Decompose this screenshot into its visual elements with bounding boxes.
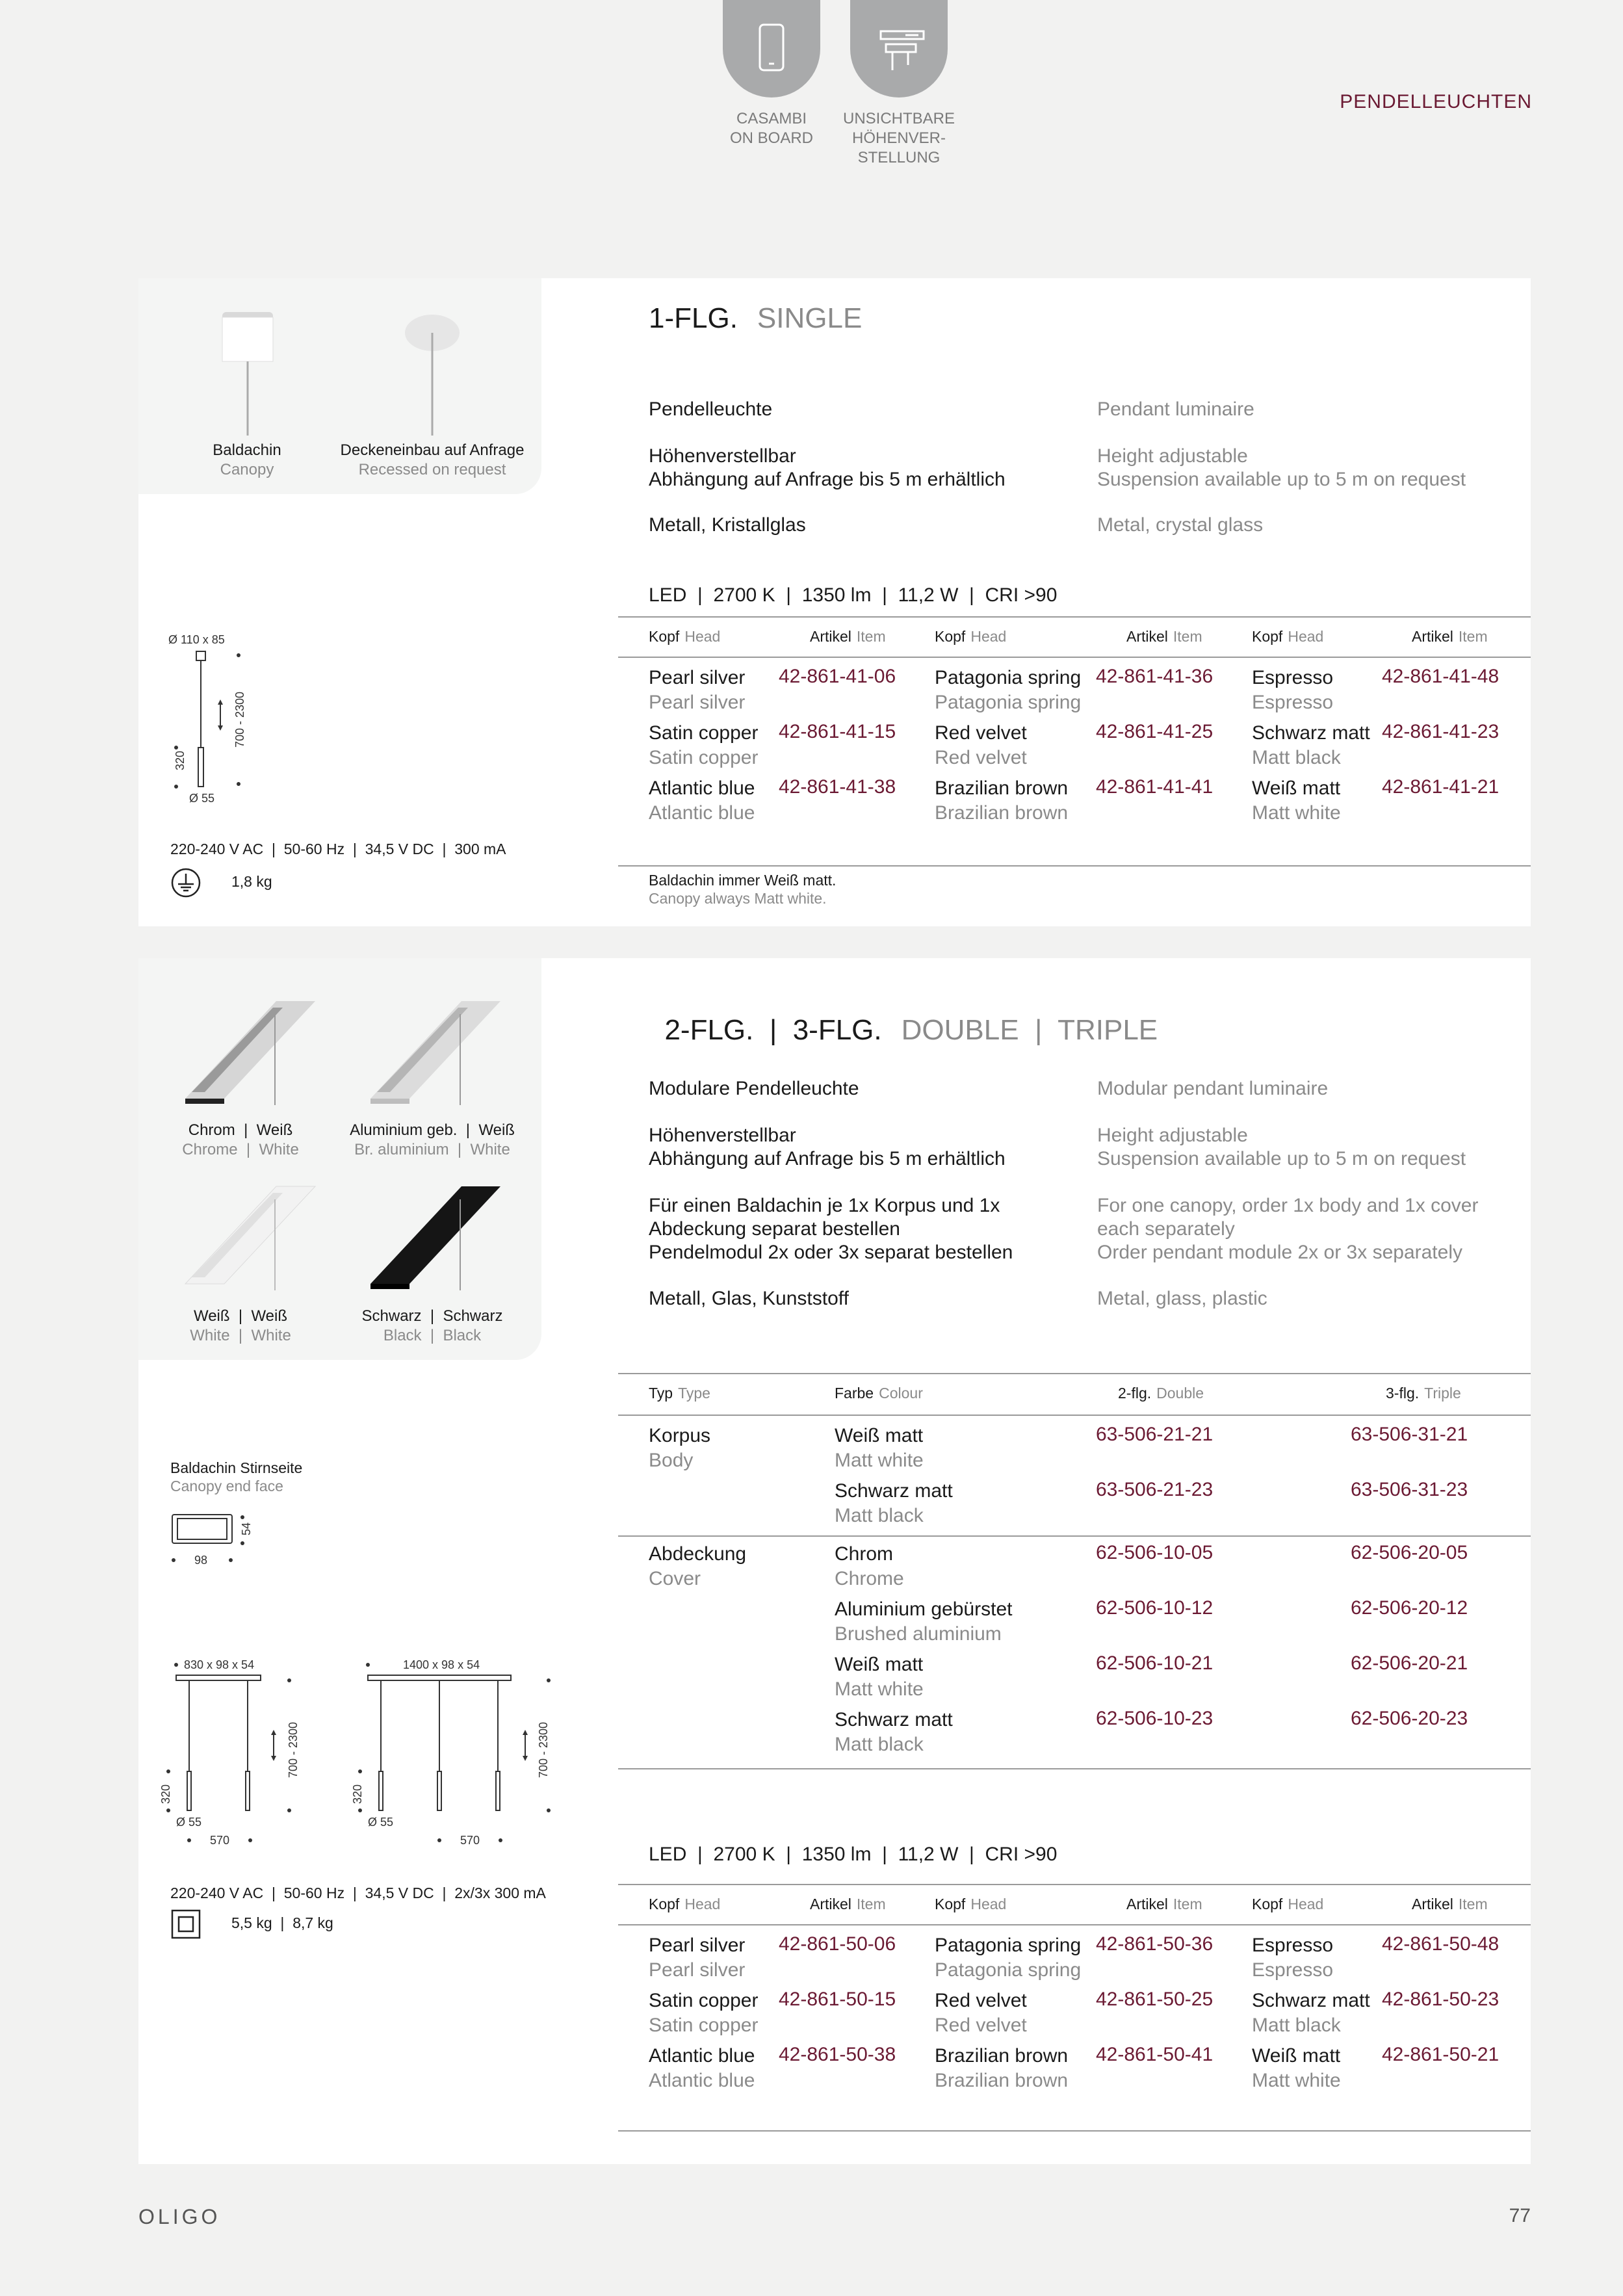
- single-led-spec: LED | 2700 K | 1350 lm | 11,2 W | CRI >90: [649, 584, 1058, 606]
- item-code: 42-861-50-23: [1382, 1989, 1500, 2010]
- item-code: 62-506-20-12: [1351, 1597, 1468, 1619]
- height-adjust-tab: [850, 0, 948, 98]
- multi-desc-de-0: Modulare Pendelleuchte: [649, 1078, 859, 1099]
- multi-weight: 5,5 kg | 8,7 kg: [231, 1914, 333, 1931]
- item-code: 42-861-50-48: [1382, 1933, 1500, 1955]
- item-code: 42-861-50-38: [779, 2044, 896, 2065]
- brand-logo: OLIGO: [138, 2205, 221, 2228]
- recessed-image: [370, 306, 500, 436]
- colour: Schwarz matt Matt black: [835, 1709, 953, 1755]
- head-color: Satin copper Satin copper: [649, 1990, 759, 2036]
- item-code: 42-861-41-38: [779, 776, 896, 798]
- item-code: 42-861-41-23: [1382, 721, 1500, 742]
- head-color: Patagonia spring Patagonia spring: [935, 667, 1082, 713]
- single-desc-de-0: Pendelleuchte: [649, 398, 773, 420]
- divider: [618, 1768, 1531, 1769]
- divider: [618, 657, 1531, 658]
- multi-title: 2-FLG. | 3-FLG. DOUBLE | TRIPLE: [664, 1014, 1158, 1046]
- colour: Schwarz matt Matt black: [835, 1480, 953, 1526]
- multi-led-spec: LED | 2700 K | 1350 lm | 11,2 W | CRI >90: [649, 1844, 1058, 1865]
- head-color: Schwarz matt Matt black: [1252, 722, 1370, 768]
- white-caption: Weiß | Weiß White | White: [190, 1307, 291, 1344]
- head-color: Red velvet Red velvet: [935, 1990, 1027, 2036]
- canopy-end-h: 54: [240, 1522, 253, 1535]
- divider: [618, 2130, 1531, 2132]
- double-size-dim: 830 x 98 x 54: [184, 1658, 255, 1671]
- canopy-dim: Ø 110 x 85: [168, 633, 225, 646]
- triple-technical-drawing: [351, 1654, 559, 1849]
- multi-desc-de-2: Für einen Baldachin je 1x Korpus und 1x Abdeckung separat bestellen Pendelmodul 2x oder 3x separat bestellen: [649, 1195, 1013, 1263]
- head-color: Weiß matt Matt white: [1252, 2045, 1341, 2091]
- artikel-header-2: Artikel Item: [1126, 628, 1202, 645]
- item-code: 63-506-31-21: [1351, 1424, 1468, 1445]
- item-code: 42-861-41-25: [1096, 721, 1214, 742]
- item-code: 62-506-20-21: [1351, 1652, 1468, 1674]
- item-code: 42-861-50-06: [779, 1933, 896, 1955]
- head-color: Atlantic blue Atlantic blue: [649, 777, 755, 824]
- kopf-header-3: Kopf Head: [1252, 1896, 1324, 1912]
- farbe-header: Farbe Colour: [835, 1385, 923, 1402]
- item-code: 42-861-41-36: [1096, 666, 1214, 687]
- item-code: 62-506-10-05: [1096, 1542, 1214, 1563]
- item-code: 62-506-10-23: [1096, 1708, 1214, 1729]
- type-abdeckung: Abdeckung Cover: [649, 1543, 747, 1589]
- single-desc-de-1: Höhenverstellbar Abhängung auf Anfrage bis 5 m erhältlich: [649, 445, 1006, 490]
- head-color: Pearl silver Pearl silver: [649, 1935, 746, 1981]
- casambi-label: CASAMBI ON BOARD: [729, 110, 813, 147]
- item-code: 42-861-50-15: [779, 1989, 896, 2010]
- black-caption: Schwarz | Schwarz Black | Black: [361, 1307, 503, 1344]
- colour: Weiß matt Matt white: [835, 1654, 924, 1700]
- head-len-dim: 320: [174, 750, 187, 770]
- item-code: 62-506-10-21: [1096, 1652, 1214, 1674]
- typ-header: Typ Type: [649, 1385, 710, 1402]
- item-code: 42-861-41-06: [779, 666, 896, 687]
- divider: [618, 1415, 1531, 1416]
- item-code: 42-861-41-41: [1096, 776, 1214, 798]
- double-header: 2-flg. Double: [1118, 1385, 1204, 1402]
- artikel-header-3: Artikel Item: [1412, 628, 1488, 645]
- canopy-caption: Baldachin Canopy: [213, 441, 281, 478]
- single-desc-en-2: Metal, crystal glass: [1097, 514, 1264, 536]
- single-weight: 1,8 kg: [231, 873, 272, 890]
- head-color: Brazilian brown Brazilian brown: [935, 2045, 1069, 2091]
- double-head-dia-dim: Ø 55: [176, 1816, 202, 1829]
- double-technical-drawing: [159, 1654, 315, 1849]
- recessed-caption: Deckeneinbau auf Anfrage Recessed on request: [340, 441, 525, 478]
- height-dim: 700 - 2300: [233, 691, 246, 748]
- item-code: 42-861-41-21: [1382, 776, 1500, 798]
- kopf-header-1: Kopf Head: [649, 1896, 721, 1912]
- divider: [618, 1535, 1531, 1537]
- single-technical-drawing: [166, 631, 270, 806]
- kopf-header-2: Kopf Head: [935, 628, 1007, 645]
- canopy-end-w: 98: [194, 1554, 208, 1567]
- multi-desc-de-3: Metall, Glas, Kunststoff: [649, 1288, 849, 1309]
- head-color: Espresso Espresso: [1252, 667, 1334, 713]
- colour: Chrom Chrome: [835, 1543, 904, 1589]
- item-code: 62-506-20-05: [1351, 1542, 1468, 1563]
- item-code: 42-861-41-15: [779, 721, 896, 742]
- double-spacing-dim: 570: [210, 1834, 230, 1847]
- white-finish-image: [179, 1173, 328, 1290]
- divider: [618, 865, 1531, 867]
- divider: [618, 1884, 1531, 1885]
- height-adjust-label: UNSICHTBARE HÖHENVER- STELLUNG: [842, 110, 955, 166]
- multi-desc-en-3: Metal, glass, plastic: [1097, 1288, 1267, 1309]
- head-color: Atlantic blue Atlantic blue: [649, 2045, 755, 2091]
- height-adjust-icon: [879, 20, 925, 78]
- head-color: Red velvet Red velvet: [935, 722, 1027, 768]
- item-code: 62-506-20-23: [1351, 1708, 1468, 1729]
- earth-class-icon: [170, 867, 201, 898]
- colour: Weiß matt Matt white: [835, 1425, 924, 1471]
- head-dia-dim: Ø 55: [189, 792, 215, 805]
- multi-desc-en-1: Height adjustable Suspension available up to 5 m on request: [1097, 1125, 1466, 1169]
- item-code: 63-506-31-23: [1351, 1479, 1468, 1500]
- protection-class-icon: [170, 1909, 201, 1940]
- single-title: 1-FLG. SINGLE: [649, 302, 863, 334]
- triple-header: 3-flg. Triple: [1386, 1385, 1461, 1402]
- triple-spacing-dim: 570: [460, 1834, 480, 1847]
- multi-electrical: 220-240 V AC | 50-60 Hz | 34,5 V DC | 2x/3x 300 mA: [170, 1885, 546, 1901]
- single-desc-de-2: Metall, Kristallglas: [649, 514, 806, 536]
- aluminium-caption: Aluminium geb. | Weiß Br. aluminium | White: [350, 1121, 515, 1158]
- section-tag: PENDELLEUCHTEN: [1340, 91, 1532, 112]
- chrome-finish-image: [179, 988, 328, 1105]
- item-code: 42-861-50-25: [1096, 1989, 1214, 2010]
- item-code: 42-861-50-41: [1096, 2044, 1214, 2065]
- triple-height-dim: 700 - 2300: [537, 1721, 550, 1778]
- canopy-end-face-label: Baldachin Stirnseite Canopy end face: [170, 1459, 303, 1494]
- page-number: 77: [1509, 2205, 1531, 2226]
- multi-desc-de-1: Höhenverstellbar Abhängung auf Anfrage bis 5 m erhältlich: [649, 1125, 1006, 1169]
- aluminium-finish-image: [364, 988, 513, 1105]
- head-color: Patagonia spring Patagonia spring: [935, 1935, 1082, 1981]
- item-code: 63-506-21-23: [1096, 1479, 1214, 1500]
- casambi-tab: [723, 0, 820, 98]
- black-finish-image: [364, 1173, 513, 1290]
- divider: [618, 1924, 1531, 1925]
- smartphone-icon: [752, 20, 791, 78]
- triple-head-dia-dim: Ø 55: [368, 1816, 394, 1829]
- double-height-dim: 700 - 2300: [287, 1721, 300, 1778]
- item-code: 63-506-21-21: [1096, 1424, 1214, 1445]
- single-electrical: 220-240 V AC | 50-60 Hz | 34,5 V DC | 300 mA: [170, 841, 506, 857]
- head-color: Espresso Espresso: [1252, 1935, 1334, 1981]
- divider: [618, 616, 1531, 618]
- kopf-header-1: Kopf Head: [649, 628, 721, 645]
- head-color: Schwarz matt Matt black: [1252, 1990, 1370, 2036]
- colour: Aluminium gebürstet Brushed aluminium: [835, 1598, 1013, 1645]
- artikel-header-1: Artikel Item: [810, 1896, 886, 1912]
- artikel-header-3: Artikel Item: [1412, 1896, 1488, 1912]
- canopy-end-drawing: [166, 1508, 270, 1567]
- multi-desc-en-2: For one canopy, order 1x body and 1x cover each separately Order pendant module 2x or 3x separately: [1097, 1195, 1479, 1263]
- triple-head-len-dim: 320: [351, 1784, 364, 1804]
- type-korpus: Korpus Body: [649, 1425, 711, 1471]
- item-code: 42-861-41-48: [1382, 666, 1500, 687]
- canopy-note: Baldachin immer Weiß matt. Canopy always Matt white.: [649, 872, 837, 907]
- double-head-len-dim: 320: [159, 1784, 172, 1804]
- head-color: Pearl silver Pearl silver: [649, 667, 746, 713]
- artikel-header-1: Artikel Item: [810, 628, 886, 645]
- kopf-header-2: Kopf Head: [935, 1896, 1007, 1912]
- item-code: 62-506-10-12: [1096, 1597, 1214, 1619]
- artikel-header-2: Artikel Item: [1126, 1896, 1202, 1912]
- divider: [618, 1373, 1531, 1374]
- item-code: 42-861-50-21: [1382, 2044, 1500, 2065]
- single-desc-en-0: Pendant luminaire: [1097, 398, 1254, 420]
- single-desc-en-1: Height adjustable Suspension available up to 5 m on request: [1097, 445, 1466, 490]
- head-color: Weiß matt Matt white: [1252, 777, 1341, 824]
- head-color: Brazilian brown Brazilian brown: [935, 777, 1069, 824]
- head-color: Satin copper Satin copper: [649, 722, 759, 768]
- item-code: 42-861-50-36: [1096, 1933, 1214, 1955]
- kopf-header-3: Kopf Head: [1252, 628, 1324, 645]
- triple-size-dim: 1400 x 98 x 54: [403, 1658, 480, 1671]
- canopy-image: [195, 306, 325, 436]
- chrome-caption: Chrom | Weiß Chrome | White: [182, 1121, 299, 1158]
- multi-desc-en-0: Modular pendant luminaire: [1097, 1078, 1329, 1099]
